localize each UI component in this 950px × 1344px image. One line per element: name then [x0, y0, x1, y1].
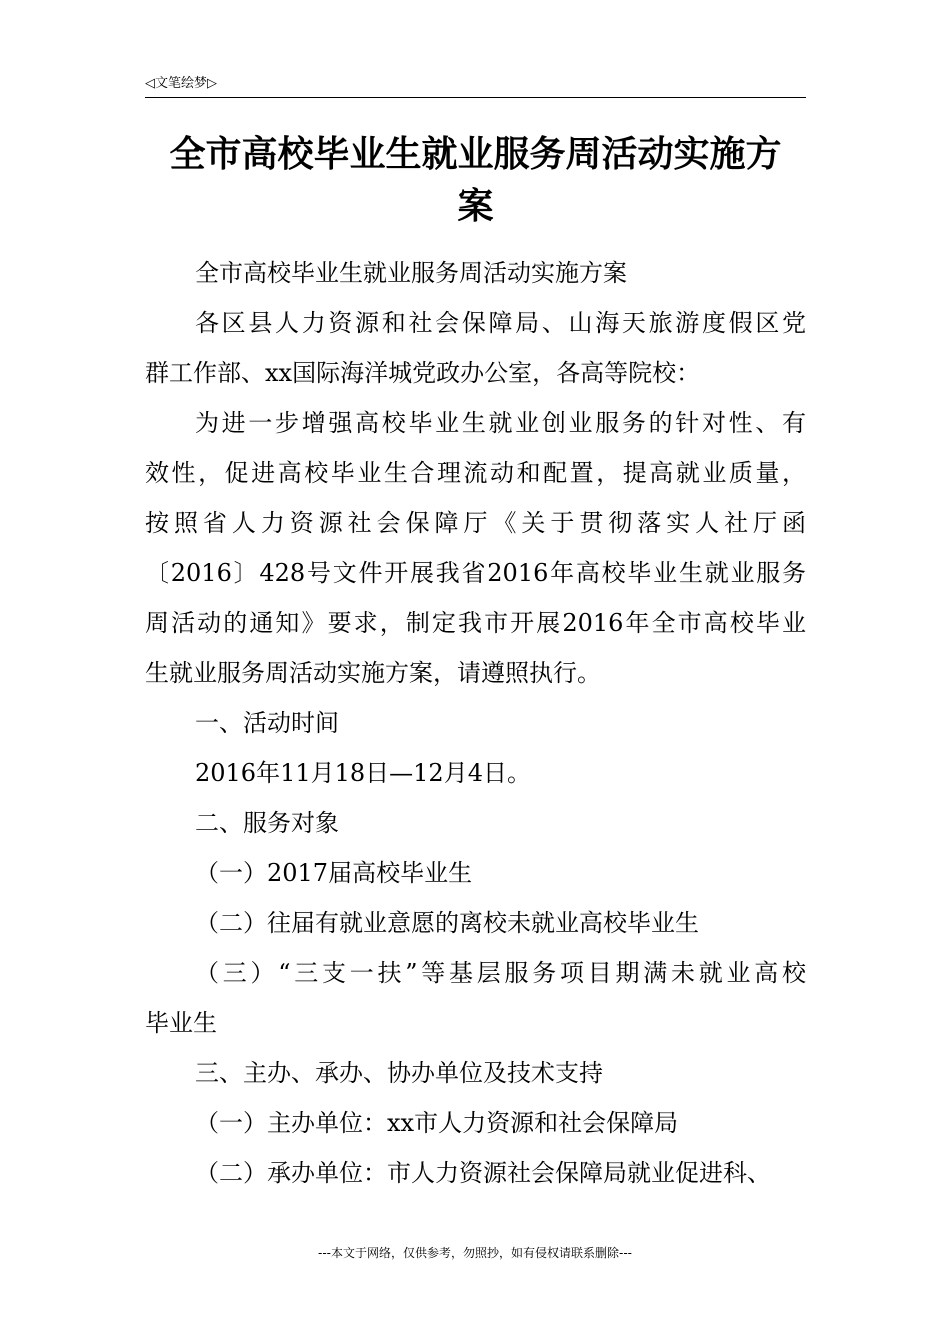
section-heading: 一、活动时间: [195, 709, 339, 737]
paragraph-line: 按照省人力资源社会保障厅《关于贯彻落实人社厅函: [145, 509, 806, 537]
header-label: ◁文笔绘梦▷: [145, 76, 217, 91]
section-heading: 三、主办、承办、协办单位及技术支持: [195, 1059, 603, 1087]
paragraph-line: 2016年11月18日—12月4日。: [195, 759, 531, 787]
document-body: [145, 248, 806, 1198]
paragraph-line: 周活动的通知》要求，制定我市开展2016年全市高校毕业: [145, 609, 806, 637]
list-item: （二）往届有就业意愿的离校未就业高校毕业生: [195, 909, 699, 937]
paragraph-line: 效性，促进高校毕业生合理流动和配置，提高就业质量，: [145, 459, 806, 487]
list-item: （三）“三支一扶”等基层服务项目期满未就业高校: [195, 959, 806, 987]
footer-notice: ---本文于网络，仅供参考，勿照抄，如有侵权请联系删除---: [318, 1246, 632, 1260]
paragraph-line: 群工作部、xx国际海洋城党政办公室，各高等院校：: [145, 359, 701, 387]
paragraph-line: 生就业服务周活动实施方案，请遵照执行。: [145, 659, 601, 687]
paragraph-line: 为进一步增强高校毕业生就业创业服务的针对性、有: [195, 409, 806, 437]
title-line-2: 案: [457, 185, 494, 227]
list-item-continuation: 毕业生: [145, 1009, 217, 1037]
document-title: [145, 128, 806, 232]
paragraph-subtitle: 全市高校毕业生就业服务周活动实施方案: [195, 259, 627, 287]
section-heading: 二、服务对象: [195, 809, 339, 837]
list-item: （二）承办单位：市人力资源社会保障局就业促进科、: [195, 1159, 771, 1187]
header-divider: [145, 97, 806, 98]
title-line-1: 全市高校毕业生就业服务周活动实施方: [169, 133, 782, 175]
list-item: （一）主办单位：xx市人力资源和社会保障局: [195, 1109, 679, 1137]
list-item: （一）2017届高校毕业生: [195, 859, 473, 887]
paragraph-line: 〔2016〕428号文件开展我省2016年高校毕业生就业服务: [145, 559, 806, 587]
paragraph-line: 各区县人力资源和社会保障局、山海天旅游度假区党: [195, 309, 806, 337]
